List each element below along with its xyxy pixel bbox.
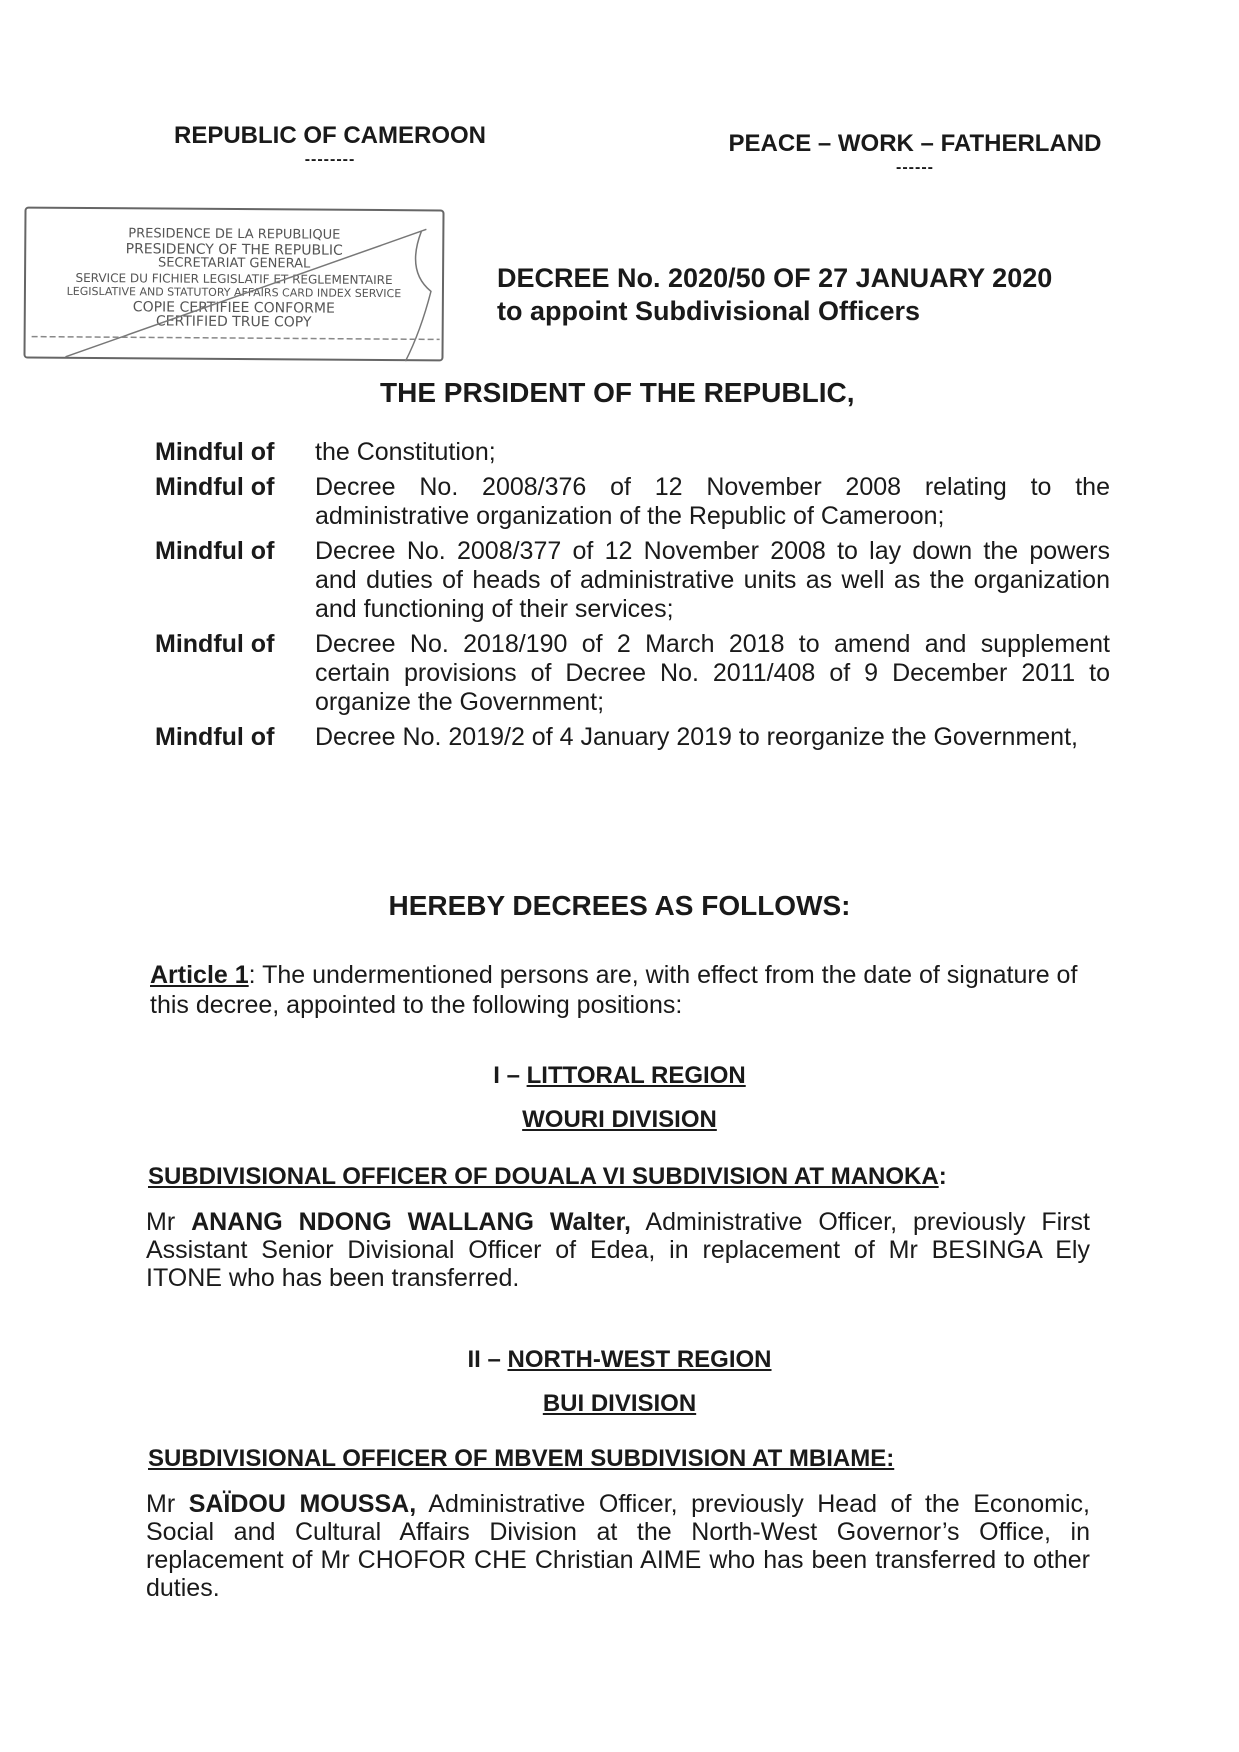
article-text: : The undermentioned persons are, with effect from the date of signature of this decree, appointed to the following positions:	[150, 961, 1078, 1019]
country-dashes: --------	[304, 151, 356, 168]
mindful-label: Mindful of	[155, 723, 275, 751]
division-heading-2	[0, 1390, 1239, 1418]
mindful-item	[155, 537, 1110, 624]
region-heading-2	[0, 1346, 1239, 1374]
motto-header	[700, 130, 1130, 176]
stamp-line-6: COPIE CERTIFIEE CONFORME	[132, 298, 335, 317]
region-heading-1	[0, 1062, 1239, 1090]
office-title-2	[148, 1445, 1108, 1473]
stamp-line-5: LEGISLATIVE AND STATUTORY AFFAIRS CARD INDEX SERVICE	[66, 284, 402, 301]
stamp-strike-lines	[25, 209, 446, 364]
mindful-label: Mindful of	[155, 438, 275, 466]
division-heading-1	[0, 1106, 1239, 1134]
region-prefix: I –	[493, 1062, 527, 1089]
office-name: SUBDIVISIONAL OFFICER OF DOUALA VI SUBDIVISION AT MANOKA	[148, 1163, 939, 1190]
mindful-item	[155, 473, 1110, 531]
article-label: Article 1	[150, 961, 249, 989]
decrees-heading: HEREBY DECREES AS FOLLOWS:	[388, 890, 851, 921]
appointee-title: Mr	[146, 1208, 192, 1236]
mindful-text: the Constitution;	[315, 438, 496, 466]
appointee-2	[146, 1490, 1090, 1602]
division-name: WOURI DIVISION	[522, 1106, 717, 1133]
mindful-text: Decree No. 2008/376 of 12 November 2008 relating to the administrative organization of the Republic of Cameroon;	[315, 473, 1110, 530]
appointee-1	[146, 1208, 1090, 1292]
mindful-label: Mindful of	[155, 473, 275, 501]
mindful-text: Decree No. 2018/190 of 2 March 2018 to amend and supplement certain provisions of Decree No. 2011/408 of 9 December 2011 to organize the Government;	[315, 630, 1110, 716]
motto-dashes: ------	[896, 159, 934, 176]
mindful-text: Decree No. 2008/377 of 12 November 2008 to lay down the powers and duties of heads of administrative units as well as the organization and functioning of their services;	[315, 537, 1110, 623]
mindful-list	[155, 438, 1110, 758]
appointee-title: Mr	[146, 1490, 189, 1518]
mindful-item	[155, 630, 1110, 717]
president-title: THE PRSIDENT OF THE REPUBLIC,	[380, 377, 855, 408]
mindful-label: Mindful of	[155, 630, 275, 658]
appointee-name: SAÏDOU MOUSSA,	[188, 1490, 417, 1518]
article-1	[150, 960, 1100, 1020]
country-name: REPUBLIC OF CAMEROON	[174, 122, 486, 149]
stamp-line-7: CERTIFIED TRUE COPY	[155, 313, 312, 331]
office-title-1	[148, 1163, 1108, 1191]
mindful-item	[155, 723, 1110, 752]
stamp-line-3: SECRETARIAT GENERAL	[157, 255, 311, 272]
decree-number: DECREE No. 2020/50 OF 27 JANUARY 2020	[497, 263, 1053, 293]
office-colon: :	[938, 1163, 947, 1190]
stamp-line-1: PRESIDENCE DE LA REPUBLIQUE	[128, 226, 341, 243]
region-name: LITTORAL REGION	[526, 1062, 746, 1089]
certified-copy-stamp	[23, 207, 444, 362]
mindful-item	[155, 438, 1110, 467]
region-prefix: II –	[467, 1346, 508, 1373]
mindful-text: Decree No. 2019/2 of 4 January 2019 to reorganize the Government,	[315, 723, 1078, 751]
decree-heading	[497, 262, 1052, 328]
appointee-details: Administrative Officer, previously First Assistant Senior Divisional Officer of Edea, in replacement of Mr BESINGA Ely ITONE who has been transferred.	[146, 1208, 1091, 1292]
country-header	[160, 122, 500, 168]
office-name: SUBDIVISIONAL OFFICER OF MBVEM SUBDIVISION AT MBIAME:	[148, 1445, 895, 1472]
stamp-line-4: SERVICE DU FICHIER LEGISLATIF ET REGLEMENTAIRE	[75, 270, 393, 287]
mindful-label: Mindful of	[155, 537, 275, 565]
stamp-line-2: PRESIDENCY OF THE REPUBLIC	[125, 240, 343, 259]
region-name: NORTH-WEST REGION	[507, 1346, 772, 1373]
decree-subject: to appoint Subdivisional Officers	[497, 296, 921, 326]
national-motto: PEACE – WORK – FATHERLAND	[728, 130, 1102, 157]
division-name: BUI DIVISION	[542, 1390, 697, 1417]
appointee-name: ANANG NDONG WALLANG Walter,	[191, 1208, 631, 1236]
appointee-details: Administrative Officer, previously Head of the Economic, Social and Cultural Affairs Division at the North-West Governor’s Office, in replacement of Mr CHOFOR CHE Christian AIME who has been transferred to other duties.	[146, 1490, 1090, 1602]
